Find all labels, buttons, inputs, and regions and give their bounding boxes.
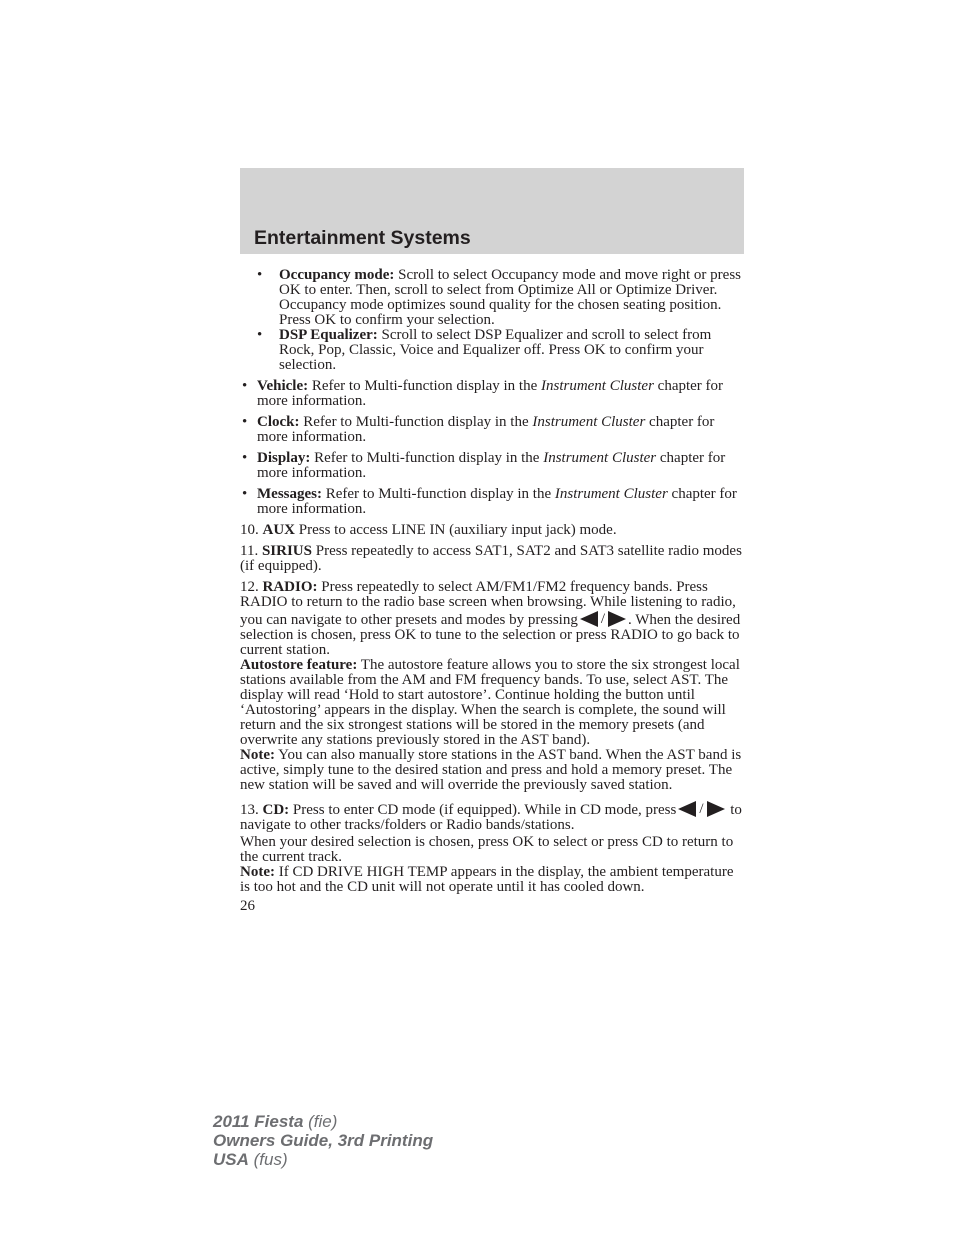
item-label: SIRIUS bbox=[261, 543, 312, 559]
bullet-label: Clock: bbox=[257, 414, 300, 430]
item-text: Press repeatedly to access SAT1, SAT2 and SAT3 satellite radio modes (if equipped). bbox=[240, 543, 742, 574]
chapter-reference: Instrument Cluster bbox=[540, 378, 654, 394]
page-title: Entertainment Systems bbox=[254, 227, 471, 249]
sub-bullet-occupancy-mode bbox=[240, 268, 746, 328]
right-arrow-icon bbox=[608, 611, 626, 627]
bullet-icon: • bbox=[242, 414, 248, 430]
bullet-display bbox=[240, 451, 746, 481]
bullet-text: Refer to Multi-function display in the bbox=[310, 450, 544, 466]
footer-line-market bbox=[213, 1150, 433, 1169]
left-arrow-icon bbox=[580, 611, 598, 627]
item-sirius bbox=[240, 544, 746, 574]
item-label: CD: bbox=[262, 802, 290, 818]
footer-market-code: (fus) bbox=[248, 1150, 288, 1169]
bullet-icon: • bbox=[257, 267, 263, 283]
note-label: Note: bbox=[240, 864, 275, 880]
item-number: 11. bbox=[240, 543, 262, 559]
item-text: to navigate to other tracks/folders or Radio bands/stations. bbox=[240, 802, 742, 833]
note-text: If CD DRIVE HIGH TEMP appears in the display, the ambient temperature is too hot and the CD unit will not operate until it has cooled down. bbox=[240, 864, 734, 895]
item-label: AUX bbox=[262, 522, 295, 538]
note-text: You can also manually store stations in the AST band. When the AST band is active, simply tune to the desired station and press and hold a memory preset. The new station will be saved and will override the previously saved station. bbox=[240, 747, 742, 793]
item-aux bbox=[240, 523, 746, 538]
bullet-text: Refer to Multi-function display in the bbox=[308, 378, 541, 394]
bullet-icon: • bbox=[242, 486, 248, 502]
page-content bbox=[240, 268, 746, 914]
bullet-label: DSP Equalizer: bbox=[279, 327, 378, 343]
chapter-reference: Instrument Cluster bbox=[554, 486, 668, 502]
item-text: Press repeatedly to select AM/FM1/FM2 frequency bands. Press RADIO to return to the radio base screen when browsing. While listening to radio, you can navigate to other presets and modes by pressing bbox=[240, 579, 736, 628]
bullet-messages bbox=[240, 487, 746, 517]
autostore-paragraph bbox=[240, 658, 746, 748]
radio-note bbox=[240, 748, 746, 793]
item-radio bbox=[240, 580, 746, 658]
bullet-text: chapter for more information. bbox=[257, 486, 737, 517]
item-text: . When the desired selection is chosen, press OK to tune to the selection or press RADIO to go back to current station. bbox=[240, 612, 741, 658]
footer-line-model bbox=[213, 1112, 433, 1131]
footer bbox=[213, 1112, 433, 1169]
footer-market: USA bbox=[213, 1150, 249, 1169]
bullet-icon: • bbox=[242, 378, 248, 394]
item-text: When your desired selection is chosen, press OK to select or press CD to return to the current track. bbox=[240, 834, 734, 865]
item-cd bbox=[240, 800, 746, 833]
cd-note bbox=[240, 865, 746, 895]
bullet-clock bbox=[240, 415, 746, 445]
item-text: Press to access LINE IN (auxiliary input jack) mode. bbox=[295, 522, 617, 538]
item-number: 13. bbox=[240, 802, 263, 818]
footer-guide: Owners Guide, 3rd Printing bbox=[213, 1131, 434, 1150]
bullet-icon: • bbox=[257, 327, 263, 343]
footer-model: 2011 Fiesta bbox=[213, 1112, 304, 1131]
seek-arrows bbox=[678, 800, 724, 818]
bullet-vehicle bbox=[240, 379, 746, 409]
autostore-label: Autostore feature: bbox=[240, 657, 358, 673]
bullet-text: Refer to Multi-function display in the bbox=[299, 414, 533, 430]
footer-line-guide bbox=[213, 1131, 433, 1150]
item-text: Press to enter CD mode (if equipped). While in CD mode, press bbox=[289, 802, 677, 818]
bullet-text: chapter for more information. bbox=[257, 414, 715, 445]
chapter-reference: Instrument Cluster bbox=[543, 450, 657, 466]
chapter-reference: Instrument Cluster bbox=[532, 414, 646, 430]
bullet-text: Scroll to select Occupancy mode and move right or press OK to enter. Then, scroll to select from Optimize All or Optimize Driver. Occupancy mode optimizes sound quality for the chosen seating position. Press OK to confirm your selection. bbox=[279, 267, 741, 328]
item-number: 10. bbox=[240, 522, 263, 538]
arrow-separator: / bbox=[600, 611, 606, 627]
bullet-text: chapter for more information. bbox=[257, 378, 724, 409]
right-arrow-icon bbox=[707, 801, 725, 817]
seek-arrows bbox=[580, 610, 626, 628]
arrow-separator: / bbox=[699, 801, 704, 817]
item-label: RADIO: bbox=[262, 579, 318, 595]
bullet-text: Scroll to select DSP Equalizer and scroll to select from Rock, Pop, Classic, Voice and Equalizer off. Press OK to confirm your selection. bbox=[279, 327, 712, 373]
bullet-label: Messages: bbox=[257, 486, 322, 502]
page-number: 26 bbox=[240, 898, 255, 914]
bullet-label: Vehicle: bbox=[257, 378, 309, 394]
bullet-icon: • bbox=[242, 450, 248, 466]
sub-bullet-dsp-equalizer bbox=[240, 328, 746, 373]
bullet-label: Display: bbox=[257, 450, 311, 466]
note-label: Note: bbox=[240, 747, 275, 763]
bullet-text: chapter for more information. bbox=[257, 450, 726, 481]
left-arrow-icon bbox=[678, 801, 696, 817]
footer-model-code: (fie) bbox=[303, 1112, 338, 1131]
item-number: 12. bbox=[240, 579, 263, 595]
cd-return-paragraph bbox=[240, 835, 746, 865]
header-band bbox=[240, 168, 744, 254]
autostore-text: The autostore feature allows you to store the six strongest local stations available from the AM and FM frequency bands. To use, select AST. The display will read ‘Hold to start autostore’. Continue holding the button until ‘Autostoring’ appears in the display. When the search is complete, the sound will return and the six strongest stations will be stored in the memory presets (and overwrite any stations previously stored in the AST band). bbox=[240, 657, 740, 748]
bullet-text: Refer to Multi-function display in the bbox=[321, 486, 555, 502]
bullet-label: Occupancy mode: bbox=[279, 267, 395, 283]
